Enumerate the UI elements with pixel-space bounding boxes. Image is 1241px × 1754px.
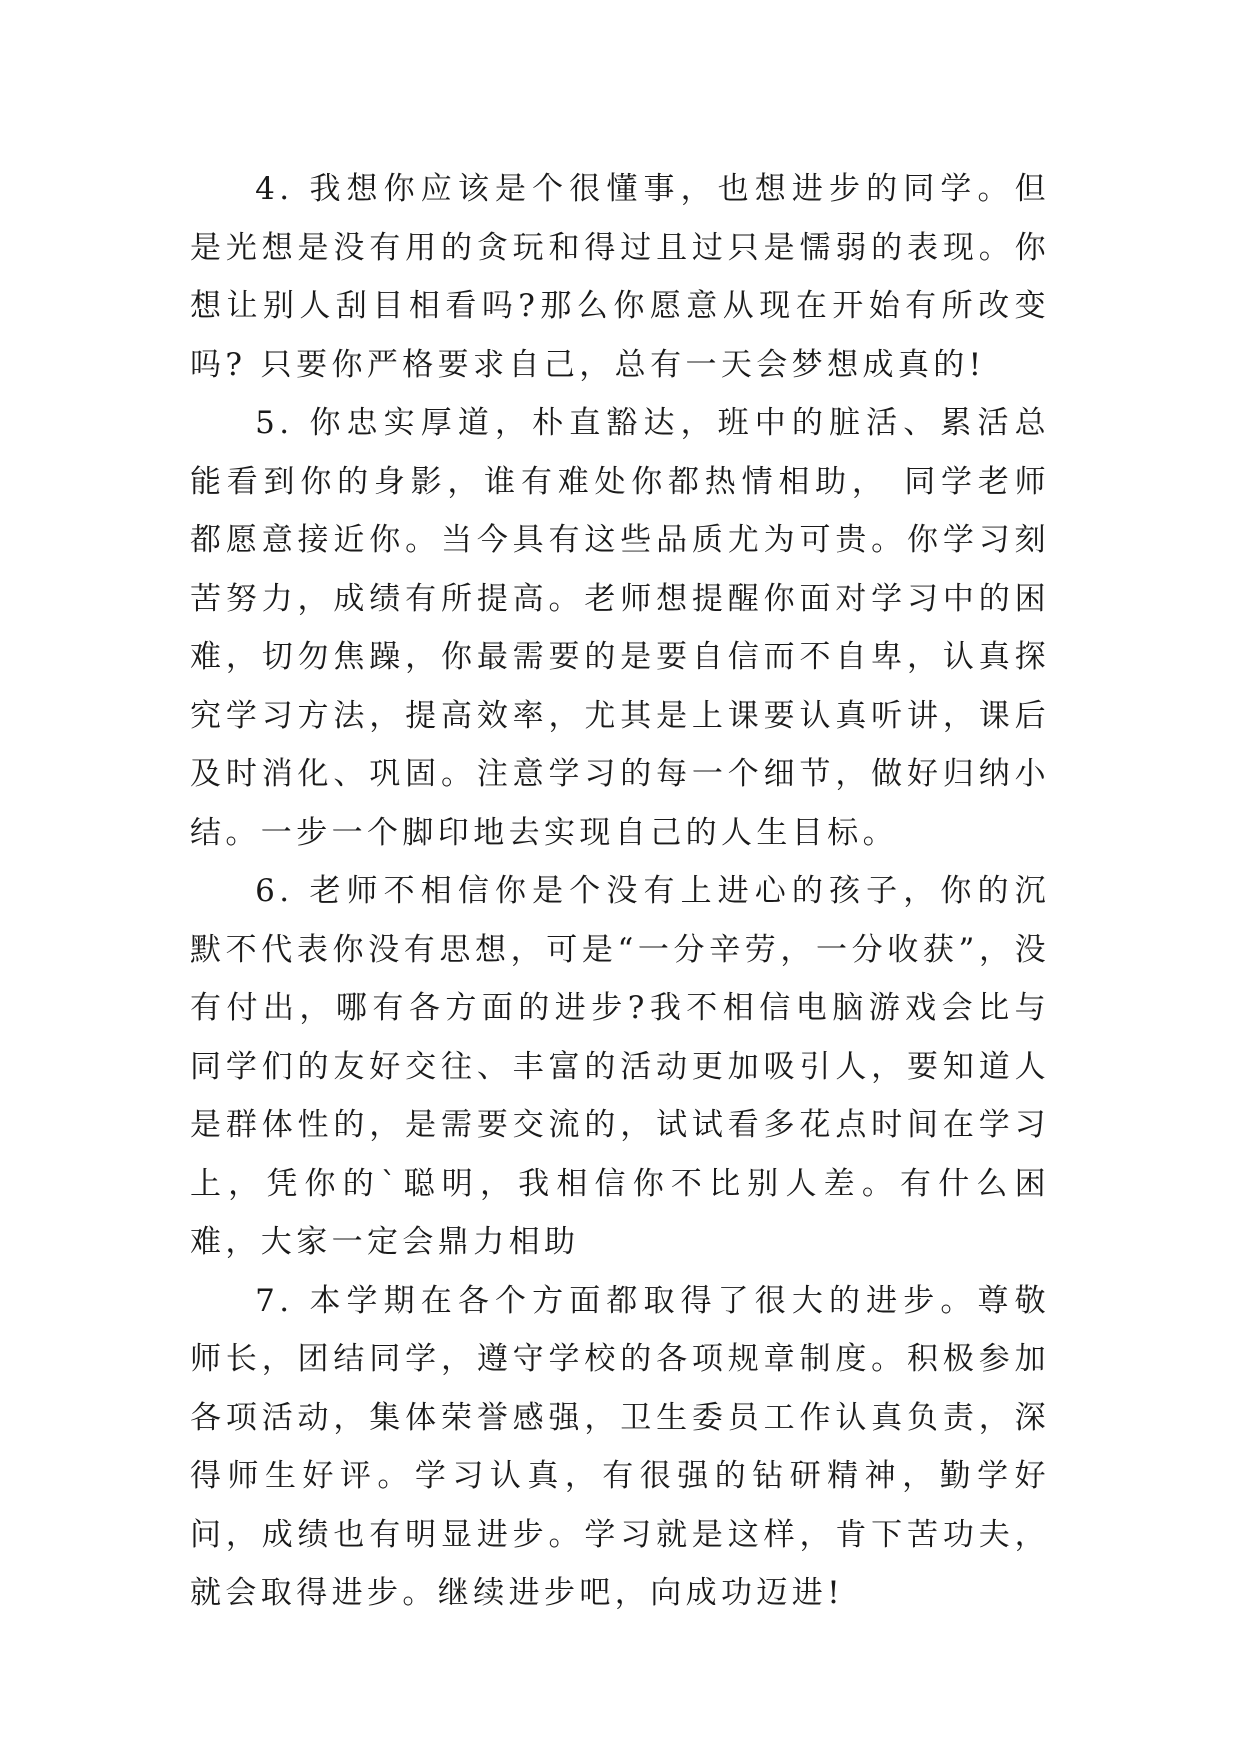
document-body — [190, 160, 1050, 1623]
comment-paragraph-5: 5. 你忠实厚道，朴直豁达，班中的脏活、累活总能看到你的身影，谁有难处你都热情相助， 同学老师都愿意接近你。当今具有这些品质尤为可贵。你学习刻苦努力，成绩有所提高。老师想提醒你面对学习中的困难，切勿焦躁，你最需要的是要自信而不自卑，认真探究学习方法，提高效率，尤其是上课要认真听讲，课后及时消化、巩固。注意学习的每一个细节，做好归纳小结。一步一个脚印地去实现自己的人生目标。 — [190, 405, 1050, 851]
comment-paragraph-7: 7. 本学期在各个方面都取得了很大的进步。尊敬师长，团结同学，遵守学校的各项规章制度。积极参加各项活动，集体荣誉感强，卫生委员工作认真负责，深得师生好评。学习认真，有很强的钻研精神，勤学好问，成绩也有明显进步。学习就是这样，肯下苦功夫，就会取得进步。继续进步吧，向成功迈进! — [190, 1282, 1050, 1611]
comment-paragraph-6: 6. 老师不相信你是个没有上进心的孩子，你的沉默不代表你没有思想，可是“一分辛劳，一分收获”，没有付出，哪有各方面的进步?我不相信电脑游戏会比与同学们的友好交往、丰富的活动更加吸引人，要知道人是群体性的，是需要交流的，试试看多花点时间在学习上，凭你的`聪明，我相信你不比别人差。有什么困难，大家一定会鼎力相助 — [190, 873, 1050, 1260]
comment-paragraph-4: 4. 我想你应该是个很懂事，也想进步的同学。但是光想是没有用的贪玩和得过且过只是懦弱的表现。你想让别人刮目相看吗?那么你愿意从现在开始有所改变吗? 只要你严格要求自己，总有一天会梦想成真的! — [190, 171, 1050, 383]
